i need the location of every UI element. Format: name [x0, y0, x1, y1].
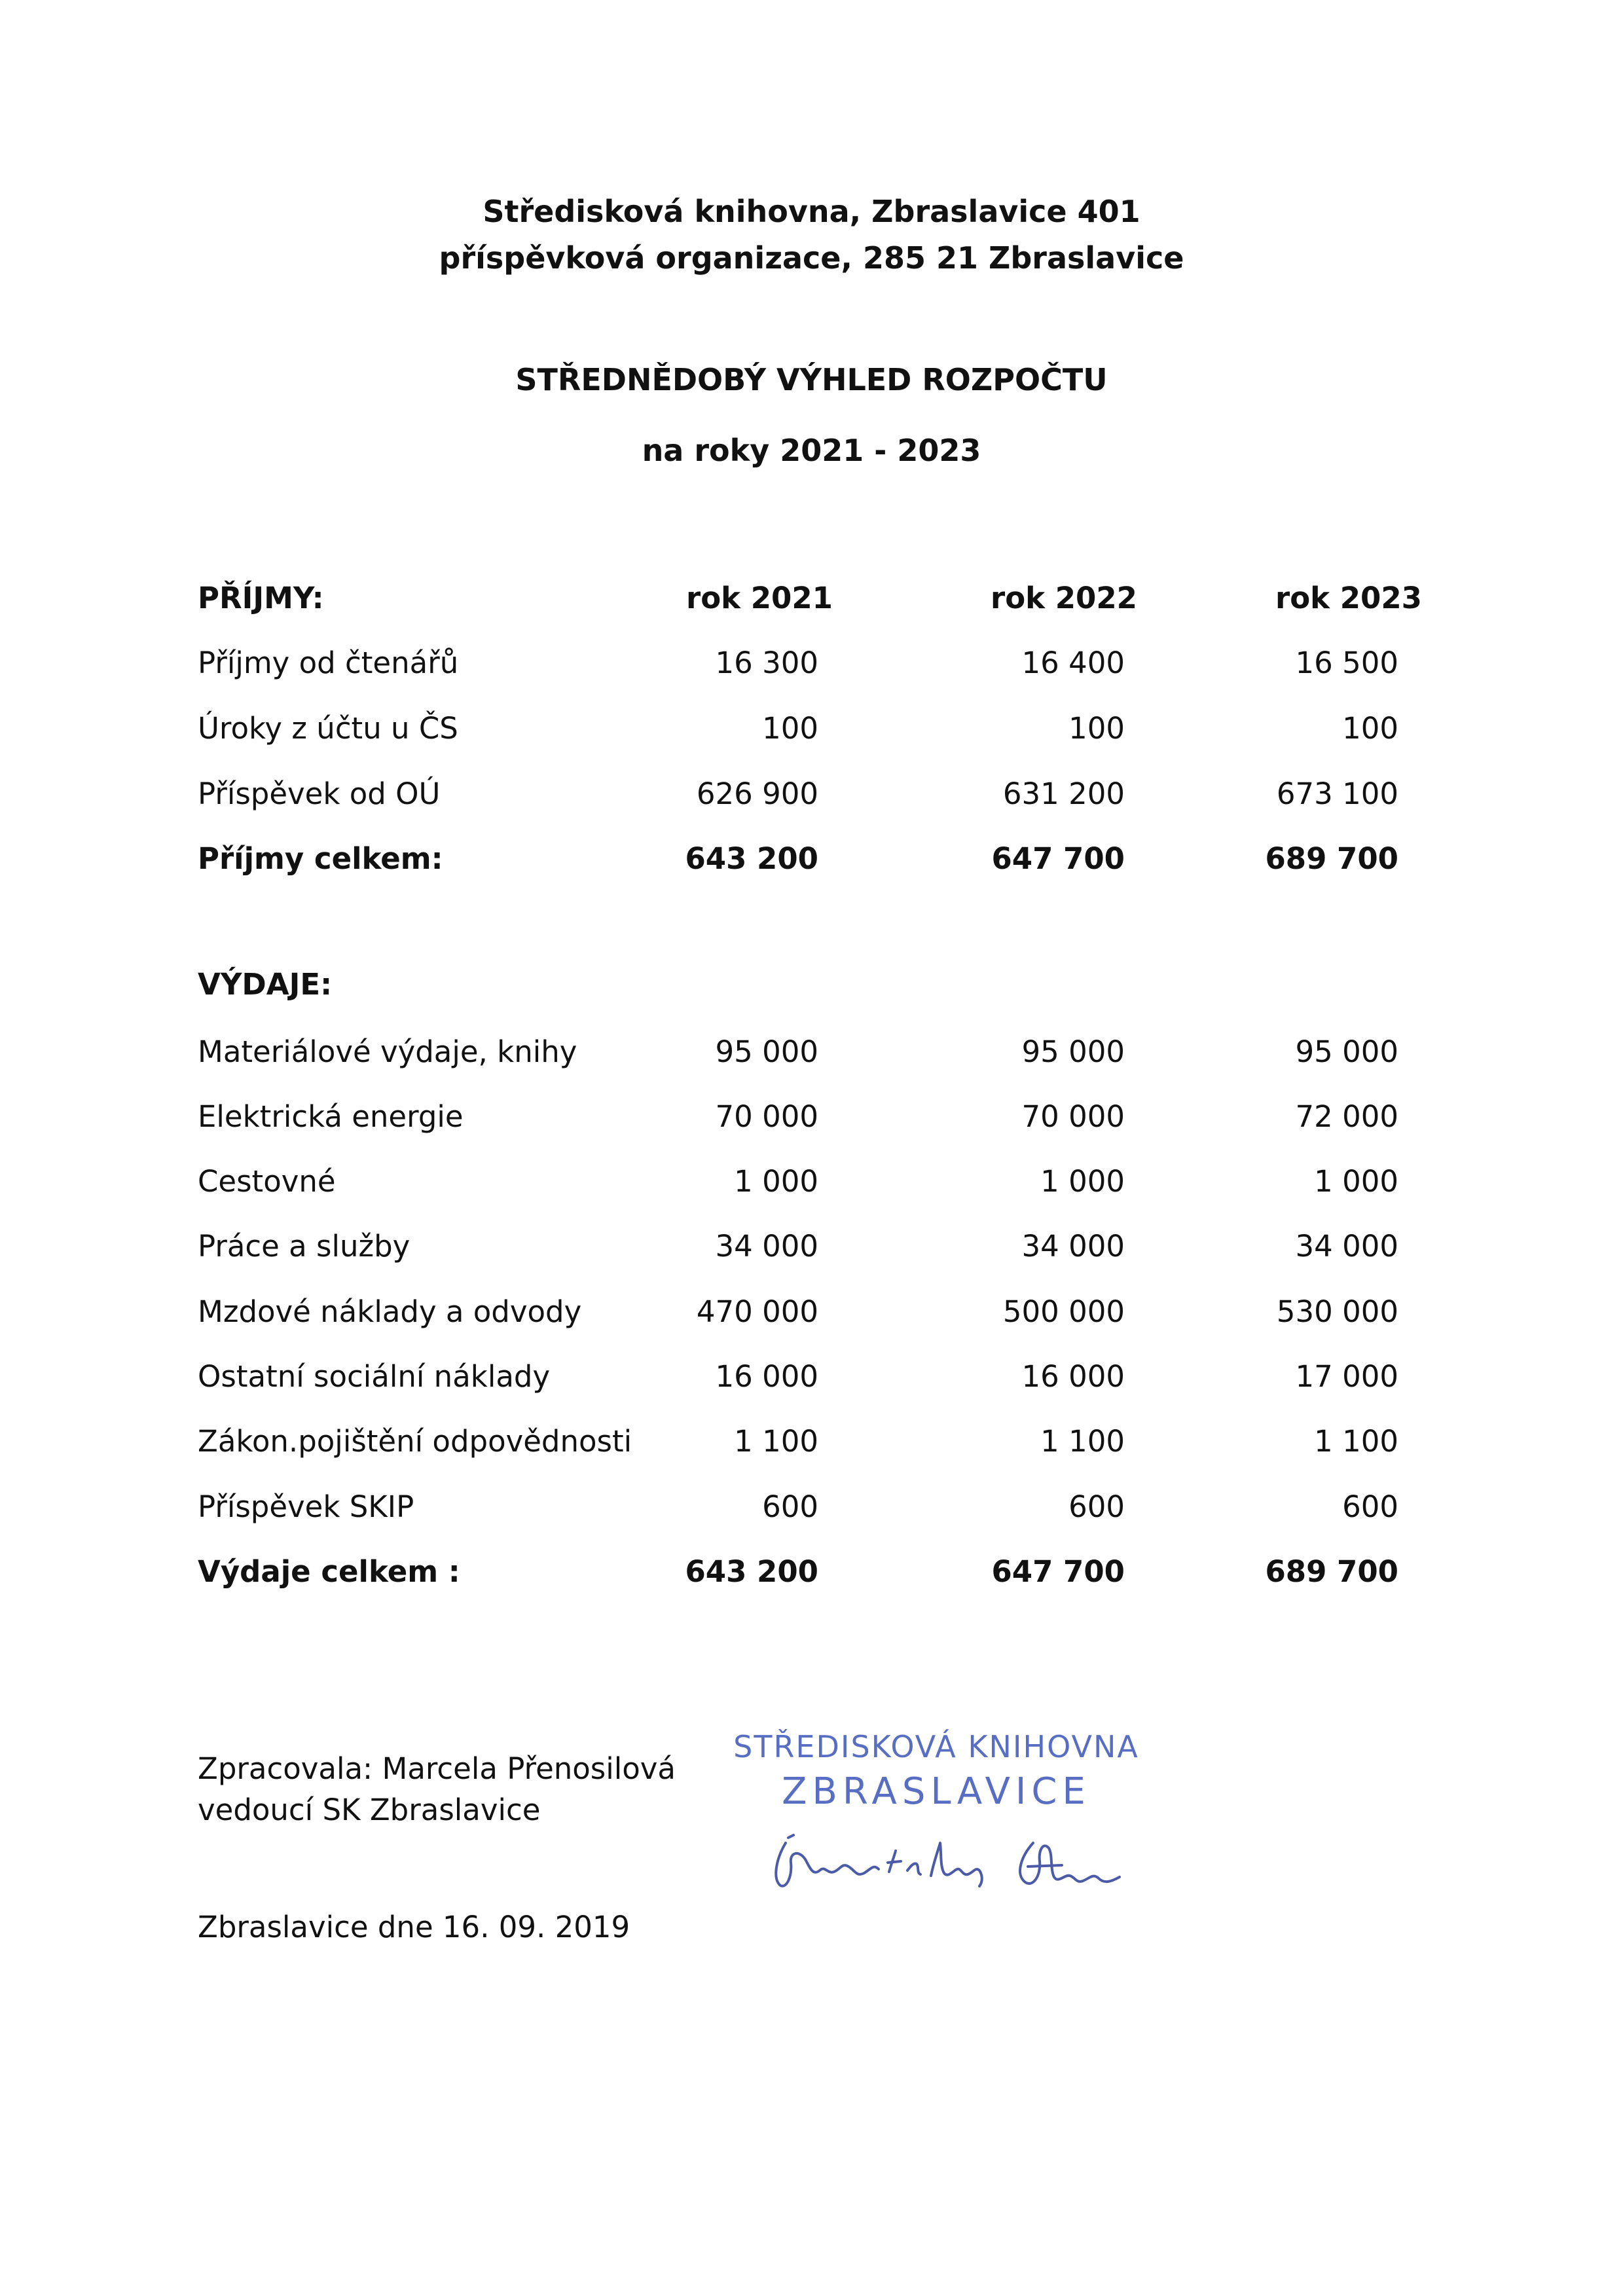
expense-total-row [0, 1552, 1623, 1598]
row-label: Zákon.pojištění odpovědnosti [198, 1424, 632, 1459]
value-2021: 470 000 [696, 1294, 818, 1329]
value-2021: 16 300 [715, 646, 818, 680]
row-label: Příjmy celkem: [198, 841, 443, 876]
value-2023: 16 500 [1295, 646, 1398, 680]
value-2023: 1 100 [1314, 1424, 1398, 1459]
expense-row [0, 1097, 1623, 1143]
value-2021: 626 900 [696, 776, 818, 811]
organization-name: Středisková knihovna, Zbraslavice 401 [483, 194, 1140, 229]
value-2021: 100 [762, 711, 818, 746]
value-2022: 70 000 [1021, 1099, 1125, 1134]
expenses-section-title: VÝDAJE: [198, 967, 333, 1002]
year-column-header: rok 2022 [991, 581, 1137, 615]
document-title: STŘEDNĚDOBÝ VÝHLED ROZPOČTU [515, 362, 1108, 397]
expense-row [0, 1357, 1623, 1403]
value-2023: 100 [1342, 711, 1398, 746]
value-2023: 72 000 [1295, 1099, 1398, 1134]
library-stamp [727, 1728, 1185, 1899]
total-2023: 689 700 [1265, 841, 1398, 876]
value-2022: 500 000 [1002, 1294, 1125, 1329]
total-2023: 689 700 [1265, 1554, 1398, 1589]
stamp-line-1: STŘEDISKOVÁ KNIHOVNA [733, 1729, 1139, 1764]
row-label: Příspěvek od OÚ [198, 776, 441, 811]
expense-row [0, 1292, 1623, 1338]
total-2022: 647 700 [991, 1554, 1125, 1589]
expense-row [0, 1227, 1623, 1273]
income-header-row [0, 579, 1623, 625]
prepared-by: Zpracovala: Marcela Přenosilová [198, 1751, 676, 1786]
row-label: Příjmy od čtenářů [198, 646, 459, 680]
income-row [0, 774, 1623, 820]
value-2023: 34 000 [1295, 1229, 1398, 1264]
row-label: Cestovné [198, 1164, 336, 1199]
value-2022: 100 [1068, 711, 1125, 746]
value-2022: 16 400 [1021, 646, 1125, 680]
value-2023: 673 100 [1276, 776, 1398, 811]
expense-row [0, 1032, 1623, 1078]
value-2022: 600 [1068, 1489, 1125, 1524]
document-subtitle: na roky 2021 - 2023 [642, 433, 981, 468]
value-2021: 34 000 [715, 1229, 818, 1264]
value-2022: 95 000 [1021, 1034, 1125, 1069]
value-2021: 16 000 [715, 1359, 818, 1394]
stamp-line-2: ZBRASLAVICE [782, 1770, 1091, 1813]
row-label: Elektrická energie [198, 1099, 464, 1134]
row-label: Ostatní sociální náklady [198, 1359, 551, 1394]
value-2022: 1 100 [1040, 1424, 1125, 1459]
income-section-title: PŘÍJMY: [198, 581, 324, 615]
total-2022: 647 700 [991, 841, 1125, 876]
expense-row [0, 1422, 1623, 1468]
value-2022: 1 000 [1040, 1164, 1125, 1199]
income-total-row [0, 839, 1623, 885]
value-2021: 1 100 [734, 1424, 818, 1459]
value-2023: 95 000 [1295, 1034, 1398, 1069]
value-2022: 34 000 [1021, 1229, 1125, 1264]
income-row [0, 644, 1623, 689]
value-2022: 16 000 [1021, 1359, 1125, 1394]
prepared-by-role: vedoucí SK Zbraslavice [198, 1793, 541, 1827]
place-and-date: Zbraslavice dne 16. 09. 2019 [198, 1910, 630, 1944]
year-column-header: rok 2023 [1275, 581, 1422, 615]
row-label: Úroky z účtu u ČS [198, 711, 458, 746]
value-2023: 530 000 [1276, 1294, 1398, 1329]
total-2021: 643 200 [685, 841, 818, 876]
value-2023: 1 000 [1314, 1164, 1398, 1199]
total-2021: 643 200 [685, 1554, 818, 1589]
handwritten-signature [740, 1823, 1159, 1902]
row-label: Materiálové výdaje, knihy [198, 1034, 577, 1069]
value-2023: 600 [1342, 1489, 1398, 1524]
year-column-header: rok 2021 [686, 581, 833, 615]
row-label: Příspěvek SKIP [198, 1489, 414, 1524]
value-2021: 1 000 [734, 1164, 818, 1199]
row-label: Výdaje celkem : [198, 1554, 460, 1589]
row-label: Práce a služby [198, 1229, 410, 1264]
income-row [0, 709, 1623, 755]
organization-address: příspěvková organizace, 285 21 Zbraslavice [439, 240, 1184, 276]
value-2021: 95 000 [715, 1034, 818, 1069]
value-2021: 600 [762, 1489, 818, 1524]
value-2022: 631 200 [1002, 776, 1125, 811]
expense-row [0, 1487, 1623, 1533]
value-2023: 17 000 [1295, 1359, 1398, 1394]
value-2021: 70 000 [715, 1099, 818, 1134]
expense-row [0, 1162, 1623, 1208]
row-label: Mzdové náklady a odvody [198, 1294, 582, 1329]
